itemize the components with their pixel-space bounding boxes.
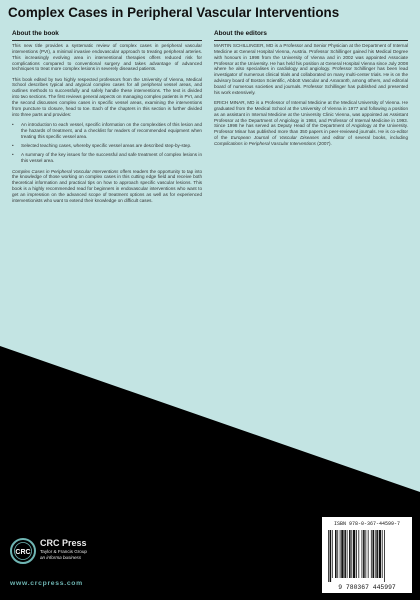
barcode-bar	[358, 530, 359, 578]
bullet-item	[12, 143, 202, 149]
barcode-bar	[340, 530, 341, 578]
publisher-group: Taylor & Francis Group	[40, 549, 87, 554]
about-book-paragraph-2: This book edited by two highly respected professors from the University of Vienna, Medical School describes typical and atypical complex cases for all peripheral vessel areas, and outlines methods to successfully and safely handle these interventions. The text is divided into two sections. The first reviews general aspects on managing complex patients in PVI, and the second discusses complex cases in specific vessel areas, examining the interventions from puncture to closure, head to toe. Each of the chapters in this section is further divided into three parts and provides:	[12, 76, 202, 117]
bullet-item	[12, 122, 202, 140]
editor-minar-bio	[214, 100, 408, 147]
bullet-text: A summary of the key issues for the successful and safe treatment of complex lesions in this vessel area.	[21, 152, 202, 164]
barcode-bar	[371, 530, 372, 578]
barcode-bar	[330, 530, 332, 582]
barcode-bar	[344, 530, 346, 578]
barcode-bar	[382, 530, 383, 578]
about-book-bullet-list	[12, 122, 202, 164]
about-editors-column	[214, 30, 408, 151]
barcode-bar	[368, 530, 369, 578]
barcode-bar	[337, 530, 338, 578]
publisher-name: CRC Press	[40, 538, 87, 548]
publisher-logo	[10, 538, 170, 572]
editor-1-italic: Amaranth	[329, 78, 350, 84]
book-title: Complex Cases in Peripheral Vascular Interventions	[8, 5, 340, 20]
barcode-bar	[362, 530, 363, 578]
about-book-paragraph-1: This new title provides a systematic review of complex cases in peripheral vascular interventions (PVI), a minimal invasive endovascular approach to treating peripheral arteries. This increasingly evolving area in interventional therapies offers reduced risk for complications compared to conventional surgery and takes advantage of advanced techniques to treat more complex lesions in severely diseased patients.	[12, 43, 202, 72]
editor-schillinger-bio	[214, 43, 408, 96]
editor-2-book: Complications in Peripheral Vascular Interventions	[214, 140, 316, 146]
barcode-bar	[356, 530, 357, 578]
barcode-digits: 9 780367 445997	[338, 584, 396, 591]
barcode	[322, 528, 412, 592]
editor-2-text-a: ERICH MINAR, MD is a Professor of Internal Medicine at the Medical University of Vienna. He graduated from the Medical School at the University of Vienna in 1977 and following a position as an assistant in Internal Medicine at the University Clinic Vienna, was appointed as Assistant Professor at the Department of Angiology in 1984, and Professor of Internal Medicine in 1993. Since 1998 he has served as Deputy Head of the Department of Angiology at the University. Professor Minar has published more than 350 papers in peer-reviewed journals. He is co-editor of the	[214, 99, 408, 141]
editor-1-text-b: , among others, and editorial board of numerous societies and journals. Professor Schillinger has published and presented his work extensively.	[214, 78, 409, 95]
barcode-bar	[372, 530, 374, 578]
barcode-bar	[375, 530, 376, 578]
bullet-marker: •	[12, 152, 14, 158]
barcode-bar	[351, 530, 352, 578]
barcode-bar	[332, 530, 333, 578]
barcode-bar	[349, 530, 351, 578]
barcode-bar	[341, 530, 343, 578]
editor-2-journal: European Journal of Vascular Diseases	[230, 135, 320, 141]
about-book-paragraph-3-text: offers readers the opportunity to tap into the knowledge of those working on complex cases in this cutting edge field and receive both theoretical information and practical tips on how to approach specific vascular lesions. This book is a highly recommended read for beginners in endovascular interventions who want to get an impression on the advanced scope of treatment options as well as for experienced interventionists who want to extend their knowledge on difficult cases.	[12, 168, 203, 203]
bullet-item	[12, 152, 202, 164]
publisher-tagline: an informa business	[40, 555, 82, 560]
barcode-bar	[379, 530, 381, 578]
book-title-italic: Complex Cases in Peripheral Vascular Interventions	[12, 168, 119, 174]
barcode-bars	[328, 530, 385, 582]
isbn-label: ISBN 978-0-367-44599-7	[333, 521, 400, 527]
barcode-bar	[353, 530, 355, 578]
crc-logo-mark-text: CRC	[15, 548, 31, 556]
about-book-paragraph-3	[12, 169, 202, 204]
bullet-text: An introduction to each vessel, specific information on the complexities of this lesion and the hazards of treatment, and a checklist for readers of recommended equipment when treating this specific vessel area.	[21, 121, 202, 139]
editor-2-text-c: (2007).	[315, 140, 332, 146]
editor-2-text-b: and editor of several books, including	[319, 135, 409, 141]
bullet-marker: •	[12, 143, 14, 149]
barcode-bar	[376, 530, 378, 578]
publisher-website: www.crcpress.com	[10, 580, 83, 587]
barcode-bar	[335, 530, 337, 578]
editor-1-text-a: MARTIN SCHILLINGER, MD is a Professor and Senior Physician at the Department of Internal Medicine at General Hospital Vienna, Austria. Professor Schillinger gained his Medical Degree with honours in 1998 from the University of Vienna and in 2002 was appointed Associate Professor at the University. He has held his position at General Hospital Vienna since July 2008 where he also specialises in cardiology and angiology. Professor Schillinger has been lead investigator of numerous clinical trials and collaborated on many multi-center trials. He is on the advisory board of Boston Scientific, Abbott Vascular and	[214, 43, 408, 84]
about-editors-heading: About the editors	[214, 30, 408, 41]
about-book-heading: About the book	[12, 30, 202, 41]
barcode-bar	[365, 530, 366, 578]
isbn-barcode-box	[322, 517, 412, 593]
bullet-text: Selected teaching cases, whereby specific vessel areas are described step-by-step.	[21, 143, 192, 149]
barcode-bar	[328, 530, 329, 582]
about-book-column	[12, 30, 202, 208]
crc-logo-icon	[10, 538, 36, 564]
bullet-marker: •	[12, 121, 14, 127]
barcode-bar	[384, 530, 385, 582]
barcode-bar	[363, 530, 365, 578]
barcode-bar	[347, 530, 348, 578]
